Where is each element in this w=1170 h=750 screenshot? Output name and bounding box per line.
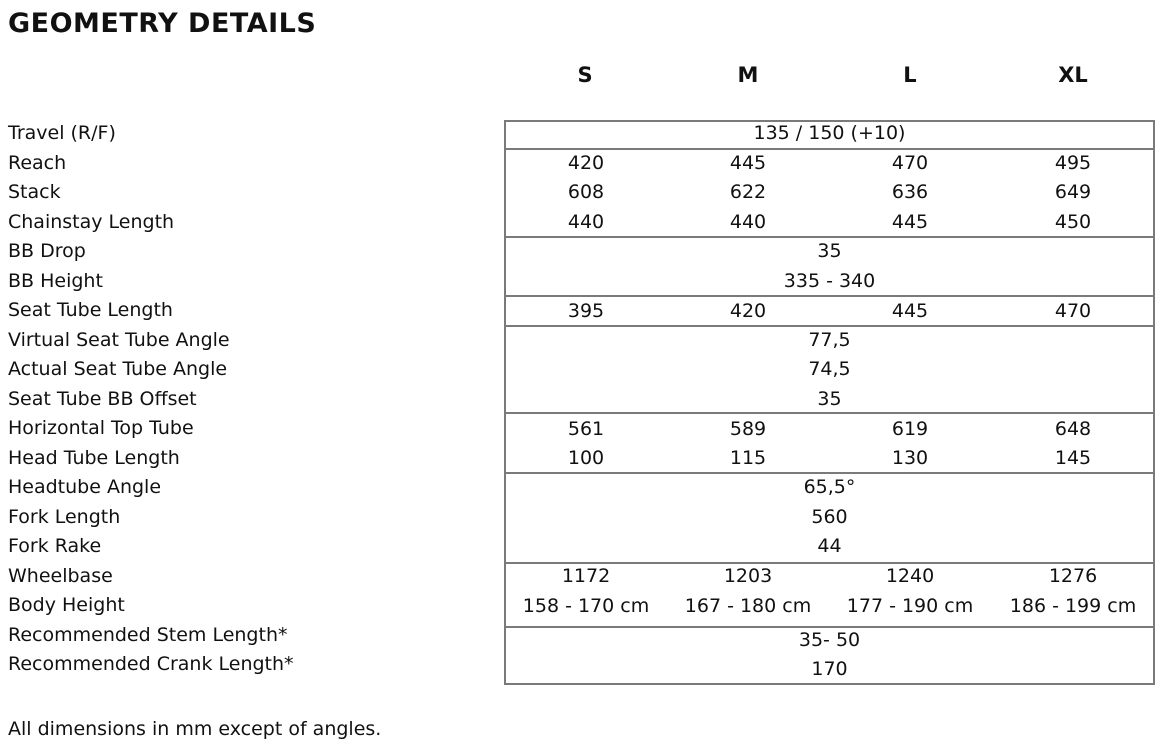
row-label-chainstay: Chainstay Length — [8, 211, 175, 233]
size-header-xl: XL — [1058, 63, 1088, 87]
value-seat-tube-length-xl: 470 — [1054, 300, 1092, 322]
row-label-virtual-seat-angle: Virtual Seat Tube Angle — [8, 329, 230, 351]
value-top-tube-l: 619 — [891, 418, 929, 440]
value-body-height-xl: 186 - 199 cm — [1009, 595, 1137, 617]
value-stack-m: 622 — [729, 181, 767, 203]
value-top-tube-s: 561 — [567, 418, 605, 440]
row-label-reach: Reach — [8, 152, 67, 174]
footnote: All dimensions in mm except of angles. — [8, 718, 382, 740]
row-label-fork-length: Fork Length — [8, 506, 121, 528]
value-reach-s: 420 — [567, 152, 605, 174]
size-header-s: S — [577, 63, 593, 87]
row-label-stem-length: Recommended Stem Length* — [8, 624, 288, 646]
size-header-m: M — [737, 63, 759, 87]
value-virtual-seat-angle: 77,5 — [808, 329, 851, 351]
value-actual-seat-angle: 74,5 — [808, 358, 851, 380]
value-body-height-s: 158 - 170 cm — [522, 595, 650, 617]
value-headtube-angle: 65,5° — [803, 476, 856, 498]
value-chainstay-l: 445 — [891, 211, 929, 233]
value-fork-length: 560 — [811, 506, 848, 528]
value-reach-xl: 495 — [1054, 152, 1092, 174]
row-label-top-tube: Horizontal Top Tube — [8, 417, 194, 439]
row-label-headtube-angle: Headtube Angle — [8, 476, 162, 498]
value-travel: 135 / 150 (+10) — [753, 122, 906, 144]
value-head-tube-length-s: 100 — [567, 447, 605, 469]
value-chainstay-s: 440 — [567, 211, 605, 233]
value-fork-rake: 44 — [817, 535, 842, 557]
value-wheelbase-m: 1203 — [723, 565, 773, 587]
row-label-fork-rake: Fork Rake — [8, 535, 102, 557]
value-seat-tube-length-m: 420 — [729, 300, 767, 322]
row-label-seat-tube-length: Seat Tube Length — [8, 299, 173, 321]
value-wheelbase-xl: 1276 — [1048, 565, 1098, 587]
value-seat-tube-length-l: 445 — [891, 300, 929, 322]
value-seat-tube-offset: 35 — [817, 388, 842, 410]
value-head-tube-length-m: 115 — [729, 447, 767, 469]
size-header-l: L — [903, 63, 917, 87]
value-body-height-l: 177 - 190 cm — [846, 595, 974, 617]
value-wheelbase-l: 1240 — [885, 565, 935, 587]
value-wheelbase-s: 1172 — [561, 565, 611, 587]
value-head-tube-length-xl: 145 — [1054, 447, 1092, 469]
value-chainstay-m: 440 — [729, 211, 767, 233]
value-chainstay-xl: 450 — [1054, 211, 1092, 233]
row-label-seat-tube-offset: Seat Tube BB Offset — [8, 388, 197, 410]
value-stem-length: 35- 50 — [798, 629, 861, 651]
row-label-bb-drop: BB Drop — [8, 240, 86, 262]
value-stack-l: 636 — [891, 181, 929, 203]
row-label-travel: Travel (R/F) — [8, 122, 116, 144]
value-seat-tube-length-s: 395 — [567, 300, 605, 322]
value-crank-length: 170 — [811, 658, 848, 680]
value-bb-height: 335 - 340 — [783, 270, 876, 292]
value-stack-xl: 649 — [1054, 181, 1092, 203]
row-label-body-height: Body Height — [8, 594, 125, 616]
value-top-tube-m: 589 — [729, 418, 767, 440]
value-head-tube-length-l: 130 — [891, 447, 929, 469]
row-label-head-tube-length: Head Tube Length — [8, 447, 180, 469]
value-reach-l: 470 — [891, 152, 929, 174]
row-label-stack: Stack — [8, 181, 61, 203]
row-label-wheelbase: Wheelbase — [8, 565, 113, 587]
page-title: GEOMETRY DETAILS — [8, 8, 317, 39]
row-label-crank-length: Recommended Crank Length* — [8, 653, 294, 675]
value-body-height-m: 167 - 180 cm — [684, 595, 812, 617]
value-reach-m: 445 — [729, 152, 767, 174]
row-label-actual-seat-angle: Actual Seat Tube Angle — [8, 358, 228, 380]
value-bb-drop: 35 — [817, 240, 842, 262]
value-top-tube-xl: 648 — [1054, 418, 1092, 440]
value-stack-s: 608 — [567, 181, 605, 203]
row-label-bb-height: BB Height — [8, 270, 103, 292]
